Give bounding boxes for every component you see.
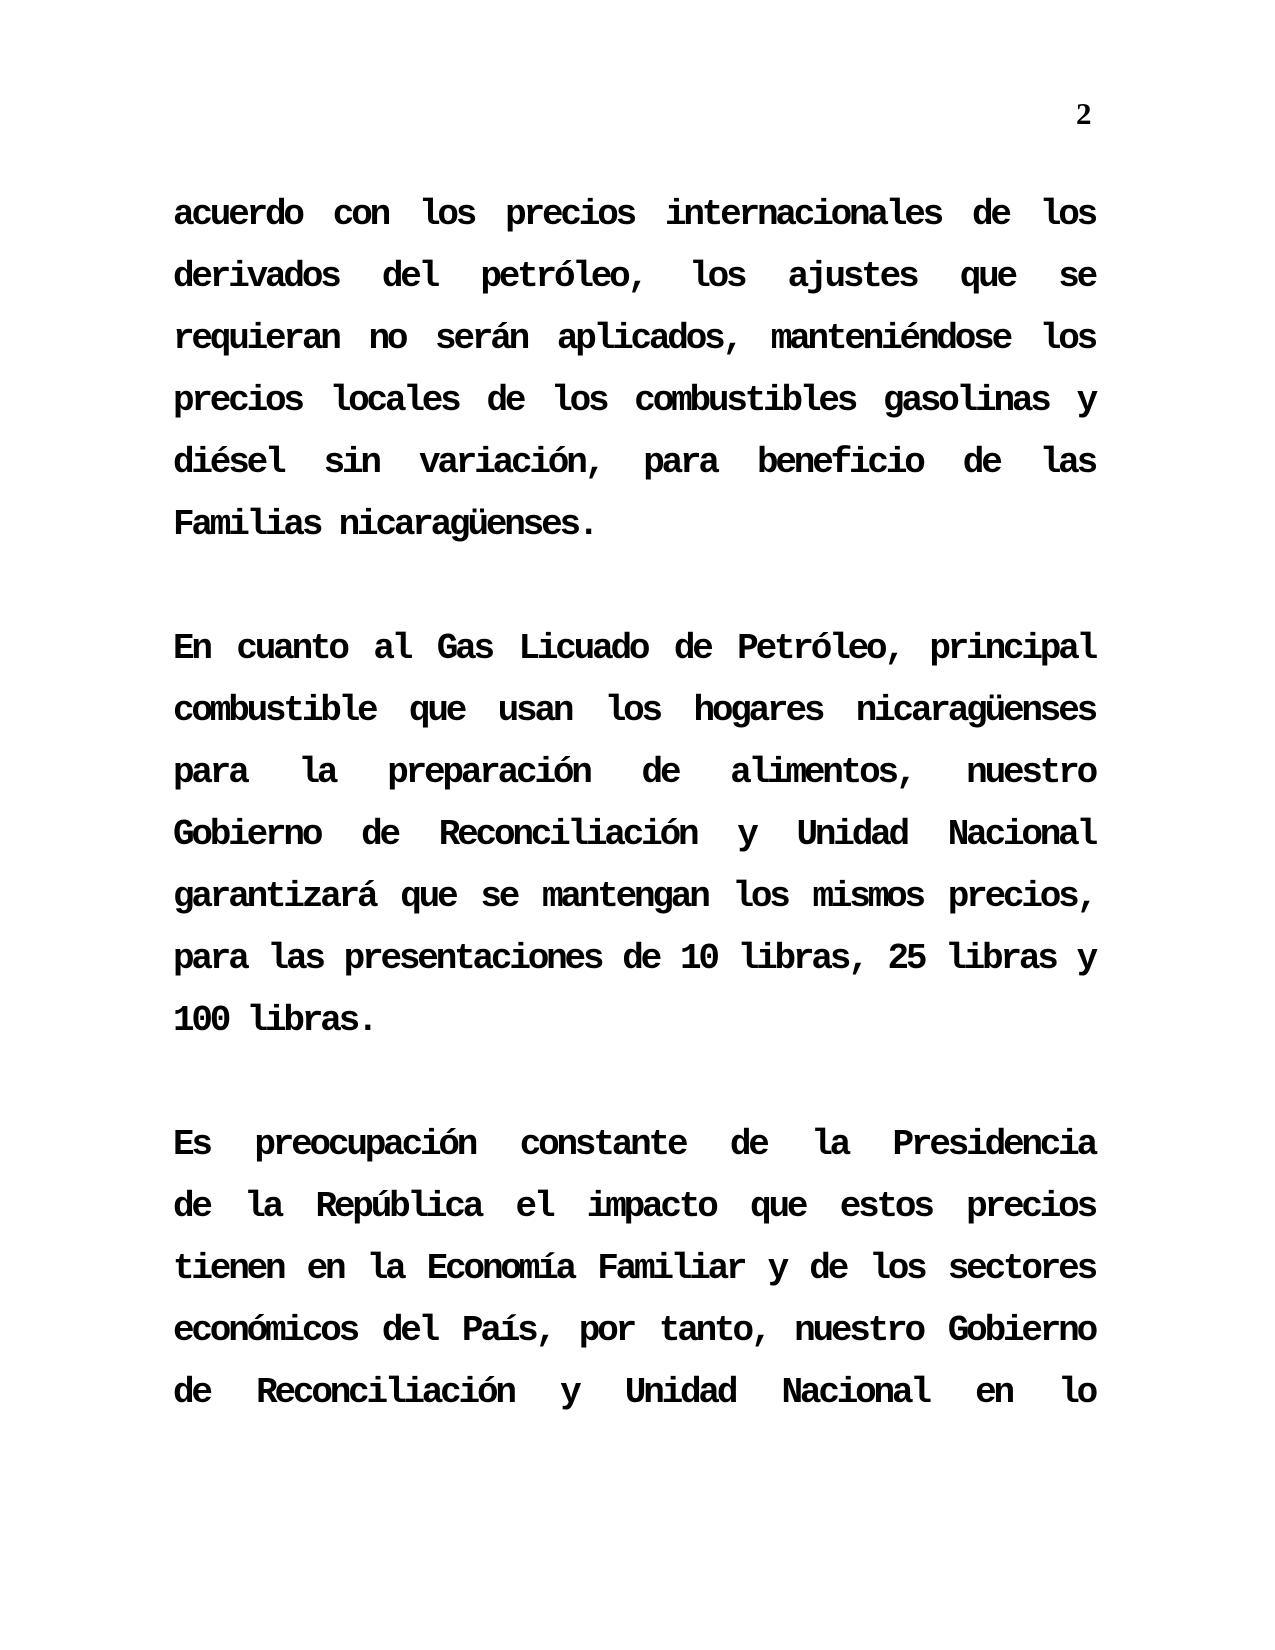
paragraph-presidency-concern (173, 1114, 1095, 1424)
text-line: de la República el impacto que estos precios (173, 1186, 1095, 1227)
text-line: para las presentaciones de 10 libras, 25 libras y (173, 938, 1095, 979)
paragraph-lpg-prices (173, 618, 1095, 1052)
text-line: requieran no serán aplicados, manteniéndose los (173, 318, 1095, 359)
text-line: Es preocupación constante de la Presidencia (173, 1124, 1095, 1165)
text-line: En cuanto al Gas Licuado de Petróleo, principal (173, 628, 1095, 669)
text-line: garantizará que se mantengan los mismos precios, (173, 876, 1095, 917)
page-number: 2 (1076, 96, 1092, 131)
text-line: tienen en la Economía Familiar y de los sectores (173, 1248, 1095, 1289)
text-line: Gobierno de Reconciliación y Unidad Nacional (173, 814, 1095, 855)
text-line: combustible que usan los hogares nicaragüenses (173, 690, 1095, 731)
text-line: económicos del País, por tanto, nuestro Gobierno (173, 1310, 1095, 1351)
text-line: precios locales de los combustibles gasolinas y (173, 380, 1095, 421)
text-line: de Reconciliación y Unidad Nacional en lo (173, 1372, 1095, 1413)
document-body (173, 184, 1095, 1486)
text-line: 100 libras. (173, 1000, 376, 1041)
paragraph-fuel-price-freeze (173, 184, 1095, 556)
text-line: diésel sin variación, para beneficio de las (173, 442, 1095, 483)
text-line: derivados del petróleo, los ajustes que se (173, 256, 1095, 297)
text-line: acuerdo con los precios internacionales de los (173, 194, 1095, 235)
text-line: Familias nicaragüenses. (173, 504, 597, 545)
text-line: para la preparación de alimentos, nuestro (173, 752, 1095, 793)
